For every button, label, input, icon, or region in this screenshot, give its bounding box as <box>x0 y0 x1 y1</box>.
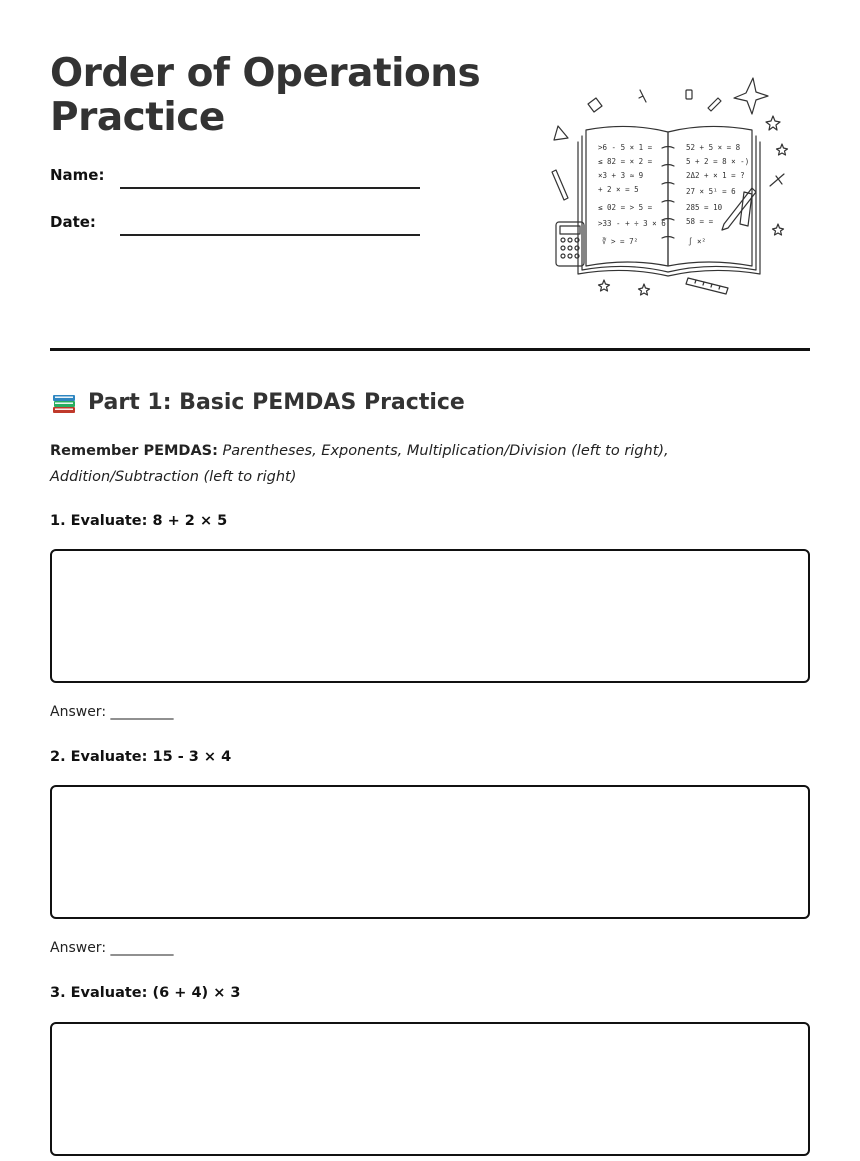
svg-text:52 + 5 × = 8: 52 + 5 × = 8 <box>686 143 741 152</box>
question-1-label: 1. Evaluate: 8 + 2 × 5 <box>50 513 228 529</box>
date-field[interactable] <box>120 234 420 236</box>
question-2-work-area[interactable] <box>50 785 810 919</box>
name-field[interactable] <box>120 187 420 189</box>
pemdas-reminder <box>50 438 810 490</box>
worksheet-title <box>50 52 480 140</box>
svg-text:2Δ2 + × 1 = ?: 2Δ2 + × 1 = ? <box>686 171 745 180</box>
svg-text:58 = =: 58 = = <box>686 217 714 226</box>
reminder-lead: Remember PEMDAS: <box>50 443 218 459</box>
svg-text:27 × 5¹ = 6: 27 × 5¹ = 6 <box>686 187 736 196</box>
question-2-label: 2. Evaluate: 15 - 3 × 4 <box>50 749 232 765</box>
svg-text:>6 - 5 × 1 =: >6 - 5 × 1 = <box>598 143 653 152</box>
svg-text:×3 + 3 ≈ 9: ×3 + 3 ≈ 9 <box>598 171 644 180</box>
question-1-answer[interactable]: Answer: _________ <box>50 704 174 720</box>
svg-text:285 = 10: 285 = 10 <box>686 203 723 212</box>
title-line-2: Practice <box>50 95 225 140</box>
svg-text:∛ > = 7²: ∛ > = 7² <box>602 237 639 246</box>
question-3-work-area[interactable] <box>50 1022 810 1156</box>
section-heading <box>50 388 465 416</box>
date-label: Date: <box>50 213 96 231</box>
svg-text:∫ ×²: ∫ ×² <box>688 237 707 246</box>
question-2-answer[interactable]: Answer: _________ <box>50 940 174 956</box>
reminder-text: Parentheses, Exponents, Multiplication/Division (left to right), Addition/Subtraction (left to right) <box>50 443 669 485</box>
svg-text:≤ 02 = > 5 =: ≤ 02 = > 5 = <box>598 203 653 212</box>
question-3-label: 3. Evaluate: (6 + 4) × 3 <box>50 985 241 1001</box>
books-icon <box>50 388 78 416</box>
title-line-1: Order of Operations <box>50 51 481 96</box>
header-divider <box>50 348 810 351</box>
svg-text:≤ 82 = × 2 =: ≤ 82 = × 2 = <box>598 157 653 166</box>
open-notebook-math-doodle-icon <box>548 74 796 304</box>
svg-text:>33 - + ÷ 3 × 6: >33 - + ÷ 3 × 6 <box>598 219 666 228</box>
svg-text:5 + 2 = 8 × -): 5 + 2 = 8 × -) <box>686 157 750 166</box>
name-label: Name: <box>50 166 105 184</box>
section-heading-text: Part 1: Basic PEMDAS Practice <box>88 389 465 415</box>
question-1-work-area[interactable] <box>50 549 810 683</box>
svg-text:+ 2 × = 5: + 2 × = 5 <box>598 185 639 194</box>
